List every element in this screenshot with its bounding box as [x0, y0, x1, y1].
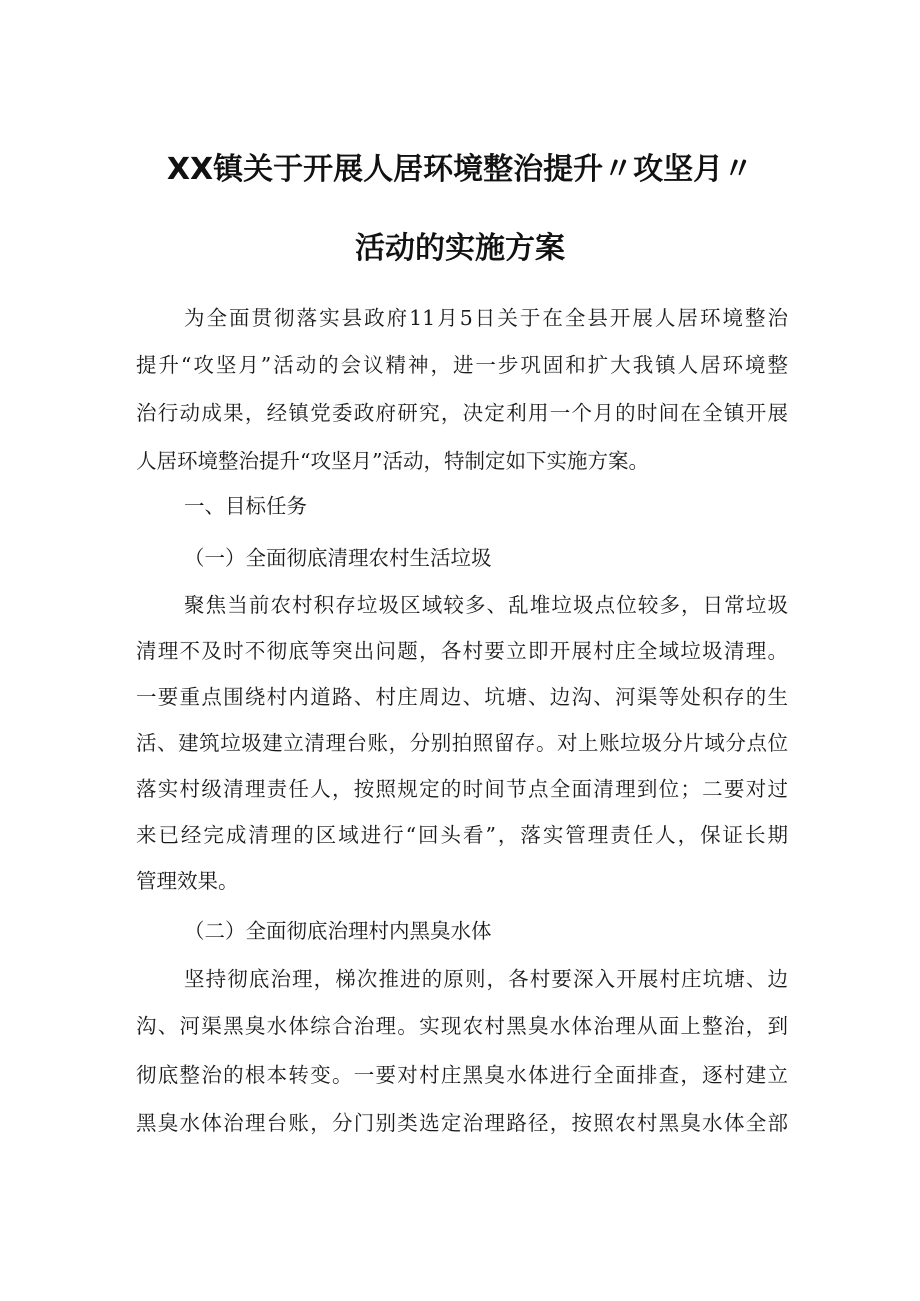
body-line: 沟、河渠黑臭水体综合治理。实现农村黑臭水体治理从面上整治，到 — [136, 1014, 788, 1038]
section-heading-goals: 一、目标任务 — [184, 494, 307, 518]
body-line: 聚焦当前农村积存垃圾区域较多、乱堆垃圾点位较多，日常垃圾 — [184, 593, 788, 617]
subsection-heading-water: （二）全面彻底治理村内黑臭水体 — [184, 919, 492, 943]
document-title-line-2: 活动的实施方案 — [355, 231, 565, 266]
document-title-line-1: XX镇关于开展人居环境整治提升〃攻坚月〃 — [166, 152, 754, 187]
body-line: 清理不及时不彻底等突出问题，各村要立即开展村庄全域垃圾清理。 — [136, 639, 788, 663]
body-line: 管理效果。 — [136, 869, 239, 893]
body-line: 落实村级清理责任人，按照规定的时间节点全面清理到位；二要对过 — [136, 777, 788, 801]
body-line: 一要重点围绕村内道路、村庄周边、坑塘、边沟、河渠等处积存的生 — [136, 685, 788, 709]
body-line: 来已经完成清理的区域进行“回头看”，落实管理责任人，保证长期 — [136, 823, 788, 847]
subsection-heading-garbage: （一）全面彻底清理农村生活垃圾 — [184, 546, 492, 570]
intro-line: 人居环境整治提升“攻坚月”活动，特制定如下实施方案。 — [136, 449, 649, 473]
intro-line: 为全面贯彻落实县政府11月5日关于在全县开展人居环境整治 — [184, 306, 788, 330]
body-line: 活、建筑垃圾建立清理台账，分别拍照留存。对上账垃圾分片域分点位 — [136, 731, 788, 755]
body-line: 坚持彻底治理，梯次推进的原则，各村要深入开展村庄坑塘、边 — [184, 967, 788, 991]
intro-line: 提升“攻坚月”活动的会议精神，进一步巩固和扩大我镇人居环境整 — [136, 353, 788, 377]
body-line: 彻底整治的根本转变。一要对村庄黑臭水体进行全面排查，逐村建立 — [136, 1063, 788, 1087]
intro-line: 治行动成果，经镇党委政府研究，决定利用一个月的时间在全镇开展 — [136, 401, 788, 425]
body-line: 黑臭水体治理台账，分门别类选定治理路径，按照农村黑臭水体全部 — [136, 1111, 788, 1135]
